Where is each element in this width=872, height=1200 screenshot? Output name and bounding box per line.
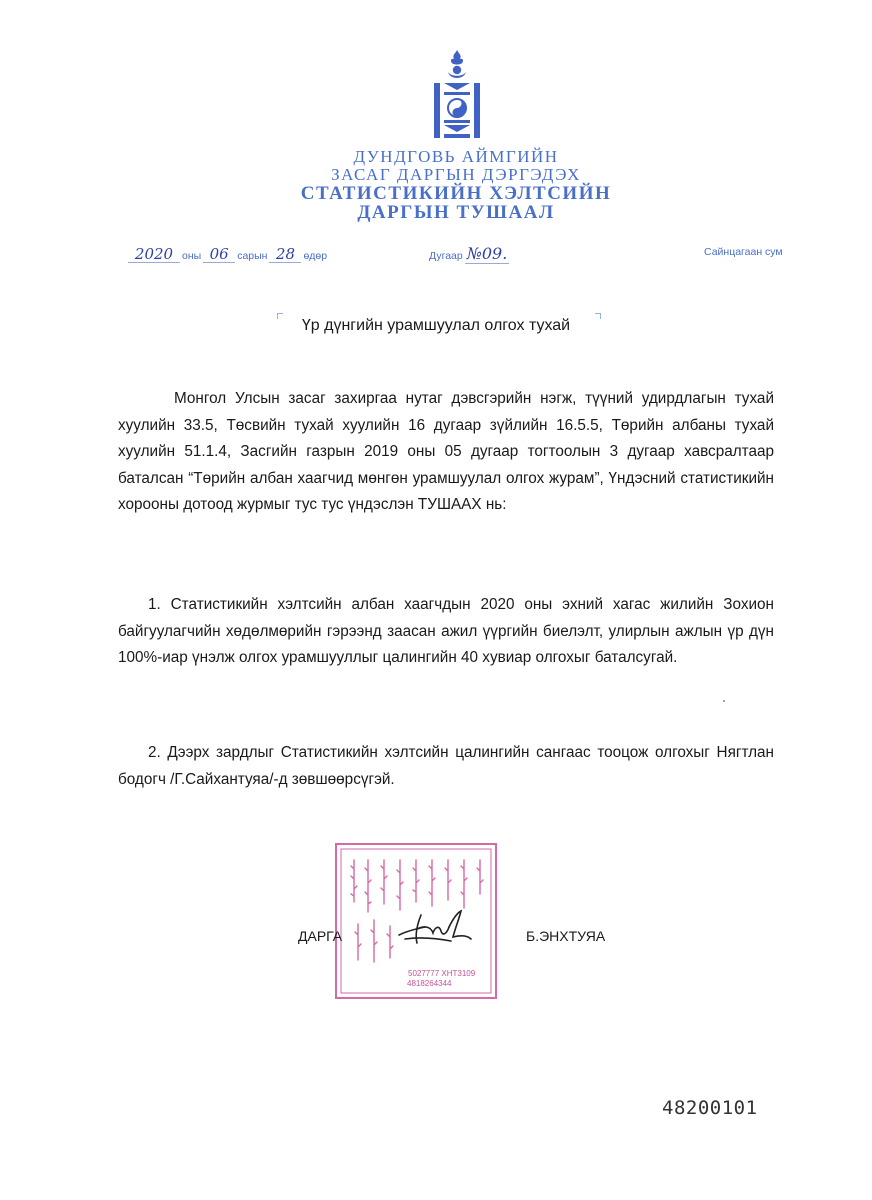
signatory-title: ДАРГА — [298, 928, 343, 944]
date-day-label: өдөр — [303, 250, 328, 262]
order-number-field — [427, 246, 509, 262]
header-governor: ЗАСАГ ДАРГЫН ДЭРГЭДЭХ — [331, 165, 581, 184]
order-number-label: Дугаар — [429, 250, 463, 262]
stamp-number-line: 4818264344 — [407, 979, 452, 988]
date-year: 2020 — [128, 246, 180, 263]
handwritten-signature — [395, 905, 475, 950]
order-item-2: 2. Дээрх зардлыг Статистикийн хэлтсийн цалингийн сангаас тооцож олгохыг Нягтлан бодогч /Г.Сайхантуяа/-д зөвшөөрсүгэй. — [118, 744, 774, 788]
order-item-1: 1. Статистикийн хэлтсийн албан хаагчдын 2020 оны эхний хагас жилийн Зохион байгуулагчийн хөдөлмөрийн гэрээнд заасан ажил үүргийн биелэлт, улирлын ажлын үр дүн 100%-иар үнэлж олгох урамшууллыг цалингийн 40 хувиар олгохыг баталсугай. — [118, 596, 774, 666]
scan-speck — [723, 700, 725, 702]
serial-number: 48200101 — [662, 1097, 758, 1119]
stamp-registry-line: 5027777 ХНТ3109 — [408, 969, 476, 978]
date-year-label: оны — [182, 250, 202, 262]
intro-paragraph: Монгол Улсын засаг захиргаа нутаг дэвсгэрийн нэгж, түүний удирдлагын тухай хуулийн 33.5, Төсвийн тухай хуулийн 16 дугаар зүйлийн 16.5.5, Төрийн албаны тухай хуулийн 51.1.4, Засгийн газрын 2019 оны 05 дугаар тогтоолын 3 дугаар хавсралтаар баталсан “Төрийн албан хаагчид мөнгөн урамшуулал олгох журам”, Үндэсний статистикийн хорооны дотоод журмыг тус тус үндэслэн ТУШААХ нь: — [118, 390, 774, 513]
soyombo-emblem-icon — [434, 50, 480, 138]
header-order-title: ДАРГЫН ТУШААЛ — [357, 202, 555, 223]
order-number-value: №09. — [466, 244, 508, 263]
header-aimag: ДУНДГОВЬ АЙМГИЙН — [353, 147, 559, 166]
date-day: 28 — [269, 246, 301, 263]
date-month-label: сарын — [237, 250, 268, 262]
order-subject: Үр дүнгийн урамшуулал олгох тухай — [301, 317, 571, 334]
place-label: Сайнцагаан сум — [704, 246, 783, 258]
date-month: 06 — [203, 246, 235, 263]
date-field — [128, 246, 329, 263]
signatory-name: Б.ЭНХТУЯА — [526, 928, 606, 944]
header-department: СТАТИСТИКИЙН ХЭЛТСИЙН — [300, 183, 612, 204]
